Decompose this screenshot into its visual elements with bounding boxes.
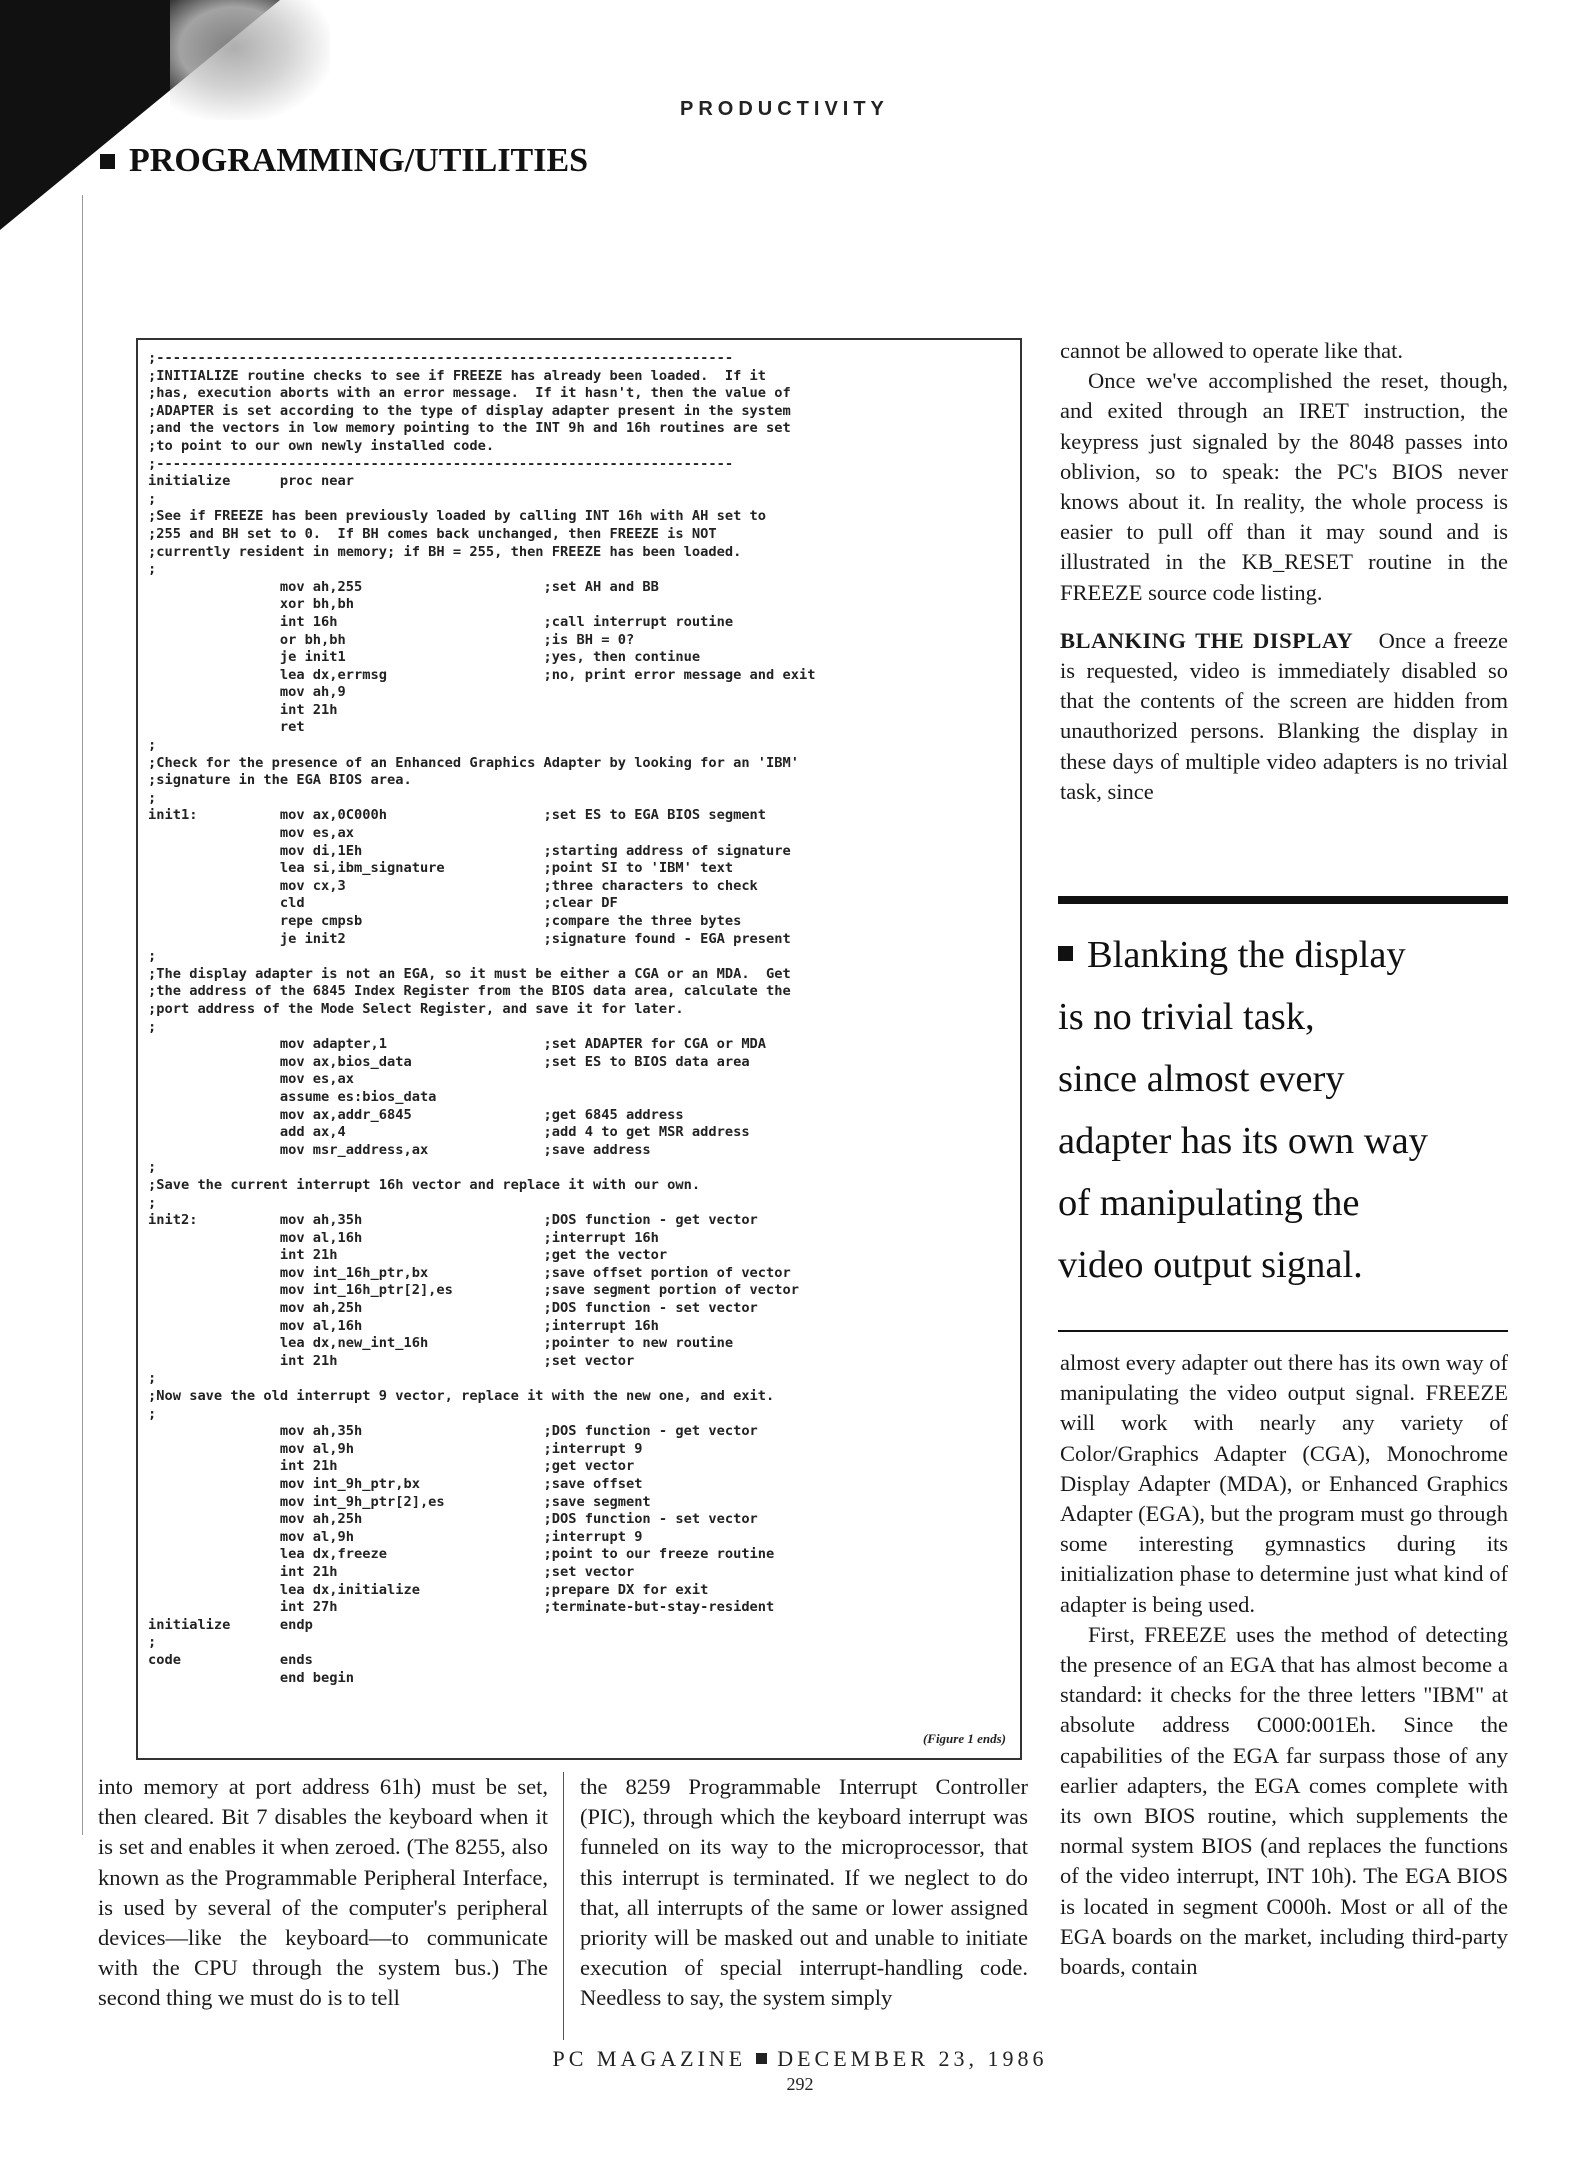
code-line: ;The display adapter is not an EGA, so it must be either a CGA or an MDA. Get: [148, 965, 791, 982]
code-line: int 27h ;terminate-but-stay-resident: [148, 1599, 775, 1616]
pullquote-line: video output signal.: [1058, 1244, 1363, 1286]
paragraph: Once we've accomplished the reset, though, and exited through an IRET instruction, the keypress just signaled by the 8048 passes into oblivion, so to speak: the PC's BIOS never knows about it. In reality, the whole process is easier to pull off than it may sound and is illustrated in the KB_RESET routine in the FREEZE source code listing.: [1060, 368, 1508, 605]
code-line: lea si,ibm_signature ;point SI to 'IBM' text: [148, 860, 734, 877]
code-line: ;: [148, 1159, 157, 1176]
code-line: ;: [148, 1018, 157, 1035]
code-line: mov al,16h ;interrupt 16h: [148, 1229, 659, 1246]
code-line: lea dx,new_int_16h ;pointer to new routine: [148, 1335, 734, 1352]
code-line: ;Save the current interrupt 16h vector and replace it with our own.: [148, 1176, 701, 1193]
column-divider: [563, 1772, 564, 2040]
code-line: mov ah,25h ;DOS function - set vector: [148, 1511, 758, 1528]
code-line: or bh,bh ;is BH = 0?: [148, 631, 635, 648]
code-line: init1: mov ax,0C000h ;set ES to EGA BIOS segment: [148, 807, 767, 824]
code-line: je init2 ;signature found - EGA present: [148, 930, 791, 947]
code-line: mov cx,3 ;three characters to check: [148, 877, 758, 894]
pullquote-line: of manipulating the: [1058, 1182, 1360, 1224]
pullquote-line: adapter has its own way: [1058, 1120, 1428, 1162]
code-line: cld ;clear DF: [148, 895, 618, 912]
code-line: initialize proc near: [148, 473, 355, 490]
square-bullet-icon: [1058, 946, 1073, 961]
code-line: int 16h ;call interrupt routine: [148, 613, 734, 630]
code-line: ;255 and BH set to 0. If BH comes back unchanged, then FREEZE is NOT: [148, 525, 717, 542]
code-line: lea dx,freeze ;point to our freeze routine: [148, 1546, 775, 1563]
code-line: ;port address of the Mode Select Register, and save it for later.: [148, 1000, 684, 1017]
code-line: add ax,4 ;add 4 to get MSR address: [148, 1124, 750, 1141]
square-bullet-icon: [756, 2053, 767, 2064]
code-line: ;See if FREEZE has been previously loaded by calling INT 16h with AH set to: [148, 508, 767, 525]
code-line: xor bh,bh: [148, 596, 355, 613]
code-line: initialize endp: [148, 1616, 313, 1633]
body-column-3-bottom: [1060, 1348, 1508, 2038]
code-line: lea dx,initialize ;prepare DX for exit: [148, 1581, 709, 1598]
body-column-3-top: [1060, 336, 1508, 807]
code-line: mov int_16h_ptr[2],es ;save segment portion of vector: [148, 1282, 800, 1299]
code-line: ;to point to our own newly installed code.: [148, 437, 495, 454]
square-bullet-icon: [100, 154, 115, 169]
code-line: ;ADAPTER is set according to the type of display adapter present in the system: [148, 402, 791, 419]
code-line: ;signature in the EGA BIOS area.: [148, 772, 412, 789]
code-line: int 21h ;set vector: [148, 1563, 635, 1580]
code-line: int 21h ;set vector: [148, 1352, 635, 1369]
issue-date: DECEMBER 23, 1986: [777, 2046, 1048, 2071]
subhead-paragraph: [1060, 626, 1508, 807]
code-line: end begin: [148, 1669, 355, 1686]
code-line: mov int_9h_ptr,bx ;save offset: [148, 1476, 643, 1492]
code-line: mov msr_address,ax ;save address: [148, 1141, 651, 1158]
code-line: mov ah,25h ;DOS function - set vector: [148, 1300, 758, 1317]
code-line: ;Check for the presence of an Enhanced Graphics Adapter by looking for an 'IBM': [148, 754, 800, 771]
code-line: repe cmpsb ;compare the three bytes: [148, 913, 742, 929]
pullquote-line: Blanking the display: [1058, 924, 1508, 986]
corner-scan-artifact: [170, 0, 330, 120]
code-line: int 21h ;get the vector: [148, 1247, 668, 1264]
code-line: lea dx,errmsg ;no, print error message and exit: [148, 666, 816, 683]
page-footer: [400, 2046, 1200, 2072]
department-heading: [100, 142, 588, 180]
paragraph: into memory at port address 61h) must be set, then cleared. Bit 7 disables the keyboard when it is set and enables it when zeroed. (The 8255, also known as the Programmable Peripheral Interface, is used by several of the computer's peripheral devices—like the keyboard—to communicate with the CPU through the system bus.) The second thing we must do is to tell: [98, 1774, 548, 2011]
body-column-1: [98, 1772, 548, 2014]
code-line: mov al,9h ;interrupt 9: [148, 1440, 643, 1457]
code-line: ;currently resident in memory; if BH = 255, then FREEZE has been loaded.: [148, 543, 742, 560]
page-vertical-rule: [82, 195, 83, 1835]
pullquote-line: is no trivial task,: [1058, 996, 1315, 1038]
paragraph: the 8259 Programmable Interrupt Controller (PIC), through which the keyboard interrupt was funneled on its way to the microprocessor, that this interrupt is terminated. If we neglect to do that, all interrupts of the same or lower assigned priority will be masked out and unable to initiate execution of special interrupt-handling code. Needless to say, the system simply: [580, 1774, 1028, 2011]
code-line: mov es,ax: [148, 1071, 355, 1088]
pullquote-line: since almost every: [1058, 1058, 1345, 1100]
code-line: ;Now save the old interrupt 9 vector, replace it with the new one, and exit.: [148, 1388, 775, 1405]
pullquote-bottom-rule: [1058, 1330, 1508, 1332]
pullquote: [1058, 924, 1508, 1296]
code-line: ;has, execution aborts with an error message. If it hasn't, then the value of: [148, 385, 791, 402]
code-line: ;: [148, 737, 157, 754]
code-line: ret: [148, 719, 305, 736]
code-line: ;and the vectors in low memory pointing to the INT 9h and 16h routines are set: [148, 420, 791, 437]
figure-end-note: (Figure 1 ends): [922, 1731, 1006, 1747]
code-line: mov ah,9: [148, 684, 346, 701]
subhead-blanking: BLANKING THE DISPLAY: [1060, 627, 1354, 653]
code-line: mov adapter,1 ;set ADAPTER for CGA or MDA: [148, 1036, 767, 1053]
code-line: mov int_16h_ptr,bx ;save offset portion of vector: [148, 1264, 791, 1281]
code-line: int 21h ;get vector: [148, 1458, 635, 1475]
code-line: mov al,16h ;interrupt 16h: [148, 1317, 659, 1334]
code-line: mov es,ax: [148, 825, 355, 842]
code-line: mov ax,addr_6845 ;get 6845 address: [148, 1106, 684, 1123]
code-line: mov di,1Eh ;starting address of signature: [148, 842, 791, 859]
code-line: mov ah,255 ;set AH and BB: [148, 578, 659, 595]
code-line: ;: [148, 1370, 157, 1387]
code-line: ;: [148, 948, 157, 965]
code-line: ;: [148, 490, 157, 507]
code-line: ;----------------------------------------------------------------------: [148, 350, 734, 366]
code-line: mov al,9h ;interrupt 9: [148, 1528, 643, 1545]
code-line: ;: [148, 1194, 157, 1211]
code-line: ;: [148, 1634, 157, 1651]
paragraph: almost every adapter out there has its own way of manipulating the video output signal. FREEZE will work with nearly any variety of Color/Graphics Adapter (CGA), Monochrome Display Adapter (MDA), or Enhanced Graphics Adapter (EGA), but the program must go through some interesting gymnastics during its initialization phase to determine just what kind of adapter is being used.: [1060, 1350, 1508, 1617]
code-line: je init1 ;yes, then continue: [148, 649, 701, 666]
code-line: ;: [148, 789, 157, 806]
code-line: ;INITIALIZE routine checks to see if FREEZE has already been loaded. If it: [148, 367, 767, 384]
code-line: mov ah,35h ;DOS function - get vector: [148, 1423, 758, 1440]
pullquote-top-rule: [1058, 896, 1508, 904]
code-line: init2: mov ah,35h ;DOS function - get vector: [148, 1212, 758, 1229]
code-line: int 21h: [148, 701, 338, 718]
code-listing-box: [136, 338, 1022, 1760]
code-line: ;the address of the 6845 Index Register from the BIOS data area, calculate the: [148, 983, 791, 1000]
code-line: code ends: [148, 1651, 313, 1668]
paragraph-text: Once a freeze is requested, video is immediately disabled so that the contents of the screen are hidden from unauthorized persons. Blanking the display in these days of multiple video adapters is no trivial task, since: [1060, 627, 1508, 804]
code-line: ;: [148, 1405, 157, 1422]
department-title: PROGRAMMING/UTILITIES: [129, 142, 589, 179]
code-lines: [148, 350, 1008, 1687]
page-number: 292: [786, 2074, 814, 2094]
magazine-name: PC MAGAZINE: [552, 2046, 747, 2071]
section-label: PRODUCTIVITY: [680, 98, 889, 120]
code-line: assume es:bios_data: [148, 1088, 437, 1105]
code-line: ;----------------------------------------------------------------------: [148, 455, 734, 472]
code-line: mov ax,bios_data ;set ES to BIOS data area: [148, 1053, 750, 1070]
paragraph: First, FREEZE uses the method of detecting the presence of an EGA that has almost become a standard: it checks for the three letters "IBM" at absolute address C000:001Eh. Since the capabilities of the EGA far surpass those of any earlier adapters, the EGA comes complete with its own BIOS routine, which supplements the normal system BIOS (and replaces the functions of the video interrupt, INT 10h). The EGA BIOS is located in segment C000h. Most or all of the EGA boards on the market, including third-party boards, contain: [1060, 1621, 1508, 1980]
body-column-2: [580, 1772, 1028, 2014]
paragraph: cannot be allowed to operate like that.: [1060, 338, 1403, 363]
code-line: ;: [148, 561, 157, 578]
code-line: mov int_9h_ptr[2],es ;save segment: [148, 1493, 651, 1510]
